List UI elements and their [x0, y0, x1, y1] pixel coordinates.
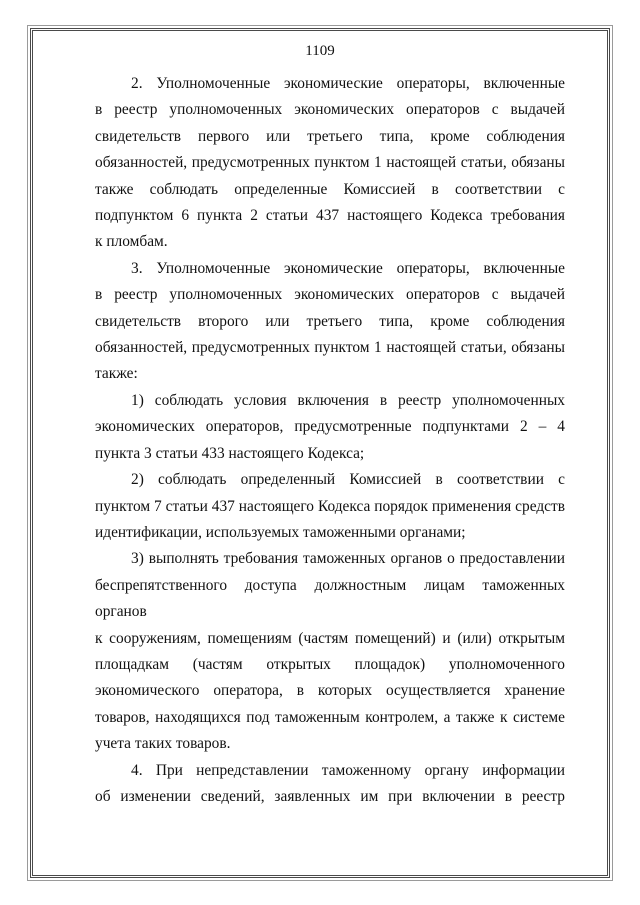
paragraph-subitem-2 [95, 467, 565, 546]
text-line: в реестр уполномоченных экономических операторов с выдачей [95, 286, 565, 304]
document-page [30, 28, 610, 878]
text-line: экономического оператора, в которых осуществляется хранение [95, 682, 565, 700]
text-line: об изменении сведений, заявленных им при включении в реестр [95, 787, 565, 805]
text-line: свидетельств первого или третьего типа, кроме соблюдения [95, 127, 565, 145]
text-line: площадкам (частям открытых площадок) уполномоченного [95, 655, 565, 673]
text-line: также соблюдать определенные Комиссией в соответствии с [95, 180, 565, 198]
text-line: 4. При непредставлении таможенному органу информации [131, 761, 565, 779]
text-line: 1) соблюдать условия включения в реестр уполномоченных [131, 391, 565, 409]
text-line: 2. Уполномоченные экономические операторы, включенные [131, 75, 565, 92]
text-line: пунктом 7 статьи 437 настоящего Кодекса порядок применения средств [95, 497, 565, 515]
text-line: 2) соблюдать определенный Комиссией в соответствии с [131, 471, 565, 489]
text-line: учета таких товаров. [95, 735, 231, 753]
paragraph-subitem-3 [95, 546, 565, 757]
text-line: 3. Уполномоченные экономические операторы, включенные [131, 259, 565, 277]
text-line: обязанностей, предусмотренных пунктом 1 настоящей статьи, обязаны [95, 339, 565, 357]
text-line: к сооружениям, помещениям (частям помещений) и (или) открытым [95, 629, 565, 647]
text-line: свидетельств второго или третьего типа, кроме соблюдения [95, 312, 565, 330]
text-line: в реестр уполномоченных экономических операторов с выдачей [95, 101, 565, 119]
paragraph-item-2 [95, 71, 565, 256]
text-line: обязанностей, предусмотренных пунктом 1 настоящей статьи, обязаны [95, 154, 565, 172]
page-body [95, 71, 565, 810]
paragraph-subitem-1 [95, 388, 565, 467]
text-line: 3) выполнять требования таможенных органов о предоставлении [131, 550, 565, 568]
paragraph-item-4 [95, 758, 565, 811]
text-line: к пломбам. [95, 233, 168, 251]
text-line: товаров, находящихся под таможенным контролем, а также к системе [95, 708, 565, 726]
text-line: беспрепятственного доступа должностным лицам таможенных органов [95, 576, 565, 621]
text-line: экономических операторов, предусмотренные подпунктами 2 – 4 [95, 418, 565, 436]
page-number: 1109 [305, 43, 335, 59]
text-line: пункта 3 статьи 433 настоящего Кодекса; [95, 444, 365, 462]
text-line: идентификации, используемых таможенными органами; [95, 523, 466, 541]
text-line: подпунктом 6 пункта 2 статьи 437 настоящего Кодекса требования [95, 207, 565, 225]
paragraph-item-3 [95, 256, 565, 388]
text-line: также: [95, 365, 138, 383]
